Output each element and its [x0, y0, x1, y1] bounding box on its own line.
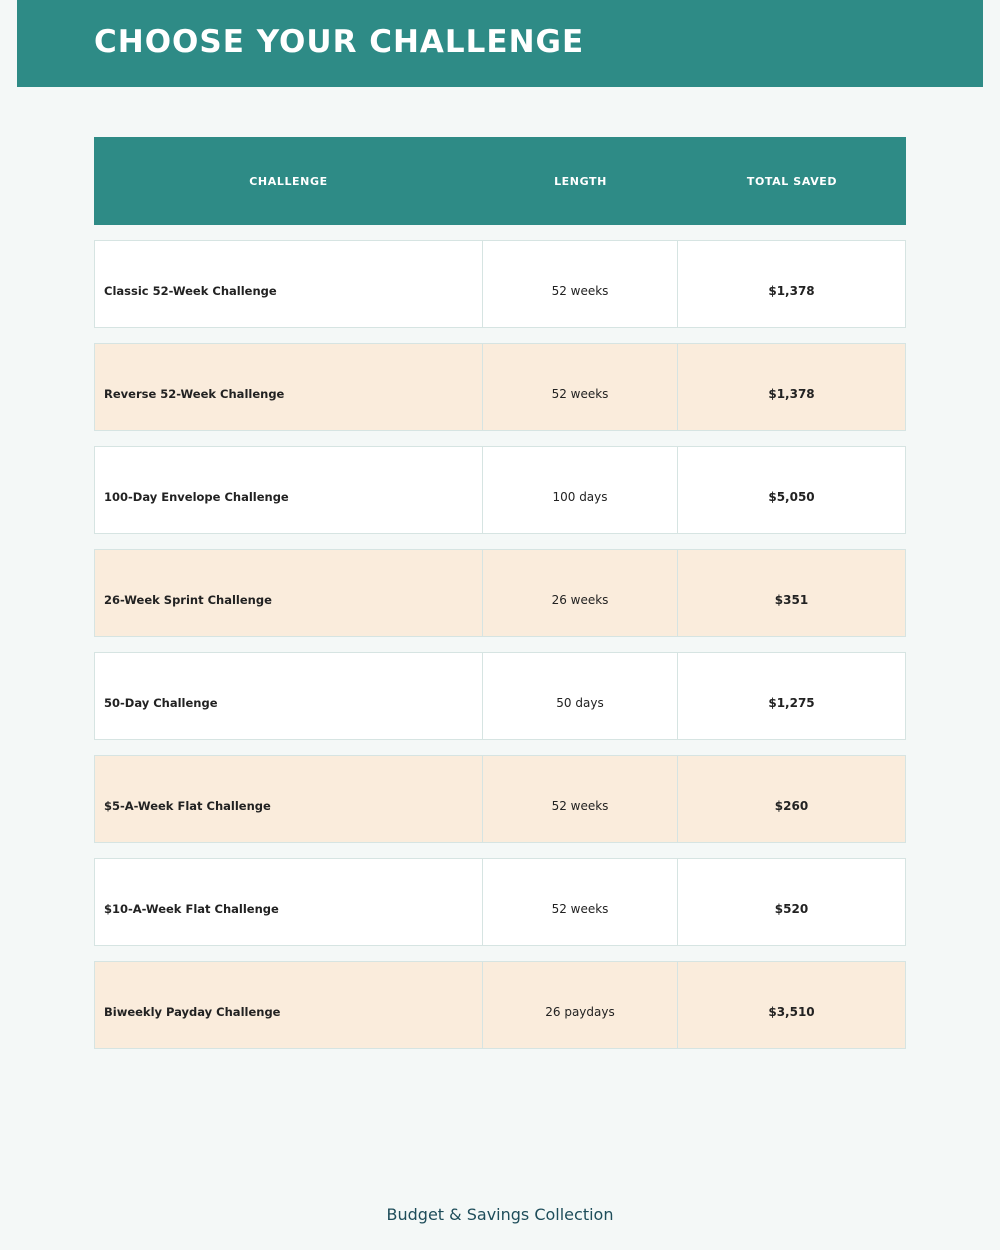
challenge-total-saved: $260	[774, 799, 809, 813]
challenge-total-saved: $1,275	[768, 696, 815, 710]
table-header	[94, 137, 906, 225]
challenge-length: 50 days	[483, 653, 678, 739]
column-header-length: LENGTH	[554, 174, 607, 188]
challenge-total-saved: $520	[774, 902, 809, 916]
challenge-total-saved: $5,050	[768, 490, 815, 504]
challenge-name: $5-A-Week Flat Challenge	[95, 756, 483, 842]
challenge-total-saved: $1,378	[768, 387, 815, 401]
challenge-length: 52 weeks	[483, 859, 678, 945]
challenge-name: 50-Day Challenge	[95, 653, 483, 739]
challenge-total-saved: $1,378	[768, 284, 815, 298]
table-row	[94, 343, 906, 431]
column-header-challenge: CHALLENGE	[249, 174, 328, 188]
challenge-total-saved: $351	[774, 593, 809, 607]
table-row	[94, 446, 906, 534]
challenge-total-saved: $3,510	[768, 1005, 815, 1019]
challenge-name: 26-Week Sprint Challenge	[95, 550, 483, 636]
challenge-table	[94, 137, 906, 1064]
challenge-name: Biweekly Payday Challenge	[95, 962, 483, 1048]
challenge-length: 26 weeks	[483, 550, 678, 636]
page-title: CHOOSE YOUR CHALLENGE	[94, 24, 585, 60]
column-header-total-saved: TOTAL SAVED	[746, 174, 838, 188]
challenge-length: 52 weeks	[483, 241, 678, 327]
table-row	[94, 961, 906, 1049]
table-row	[94, 652, 906, 740]
challenge-name: $10-A-Week Flat Challenge	[95, 859, 483, 945]
header-bar	[17, 0, 983, 87]
table-row	[94, 549, 906, 637]
challenge-name: Classic 52-Week Challenge	[95, 241, 483, 327]
challenge-length: 52 weeks	[483, 756, 678, 842]
table-row	[94, 240, 906, 328]
challenge-length: 26 paydays	[483, 962, 678, 1048]
footer-text: Budget & Savings Collection	[386, 1205, 614, 1224]
table-row	[94, 755, 906, 843]
challenge-length: 52 weeks	[483, 344, 678, 430]
challenge-length: 100 days	[483, 447, 678, 533]
challenge-name: Reverse 52-Week Challenge	[95, 344, 483, 430]
table-row	[94, 858, 906, 946]
challenge-name: 100-Day Envelope Challenge	[95, 447, 483, 533]
